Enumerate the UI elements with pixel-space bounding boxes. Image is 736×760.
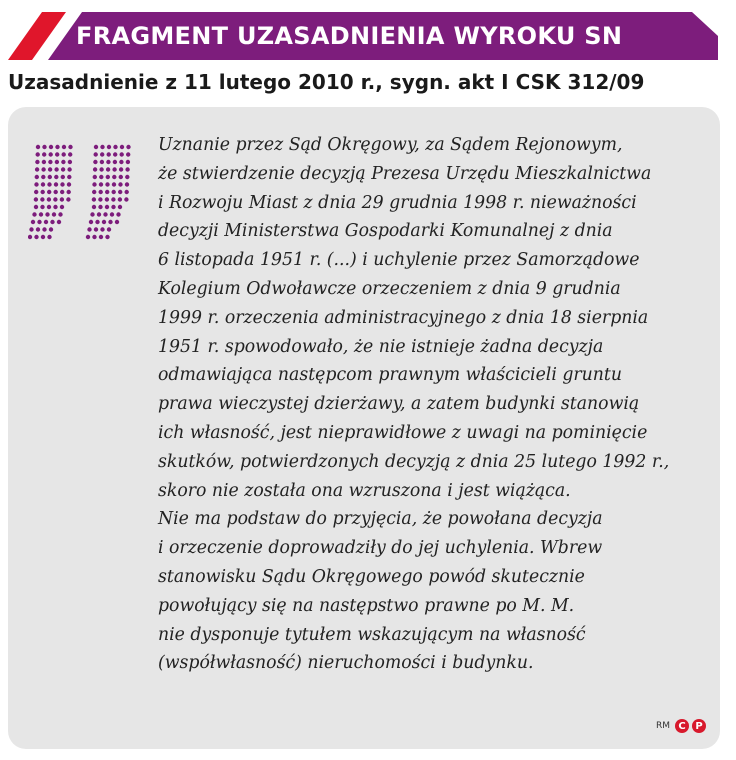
quote-line: powołujący się na następstwo prawne po M. M.	[158, 595, 575, 616]
quote-line: skoro nie została ona wzruszona i jest wiążąca.	[158, 480, 571, 501]
banner-title: FRAGMENT UZASADNIENIA WYROKU SN	[76, 22, 623, 50]
credit-logo-p: P	[692, 719, 706, 733]
quote-line: i Rozwoju Miast z dnia 29 grudnia 1998 r. nieważności	[158, 192, 637, 213]
quote-line: skutków, potwierdzonych decyzją z dnia 25 lutego 1992 r.,	[158, 451, 670, 472]
quote-line: odmawiająca następcom prawnym właścicieli gruntu	[158, 365, 623, 386]
quote-line: 1951 r. spowodowało, że nie istnieje żadna decyzja	[158, 336, 604, 357]
quote-line: 1999 r. orzeczenia administracyjnego z dnia 18 sierpnia	[158, 307, 649, 328]
quote-line: decyzji Ministerstwa Gospodarki Komunalnej z dnia	[158, 221, 613, 242]
quote-box	[8, 107, 720, 749]
quote-line: Uznanie przez Sąd Okręgowy, za Sądem Rejonowym,	[158, 135, 623, 155]
quote-line: ich własność, jest nieprawidłowe z uwagi na pominięcie	[158, 422, 648, 443]
quotation-mark-icon	[28, 141, 144, 245]
credit-logo-c: C	[675, 719, 689, 733]
quote-line: i orzeczenie doprowadziły do jej uchylenia. Wbrew	[158, 538, 603, 559]
credit	[656, 719, 706, 733]
quote-line: (współwłasność) nieruchomości i budynku.	[158, 653, 534, 674]
credit-text: RM	[655, 721, 670, 731]
header-banner	[8, 12, 718, 60]
quote-line: nie dysponuje tytułem wskazującym na własność	[158, 624, 586, 645]
case-reference: Uzasadnienie z 11 lutego 2010 r., sygn. akt I CSK 312/09	[8, 70, 645, 94]
quote-line: że stwierdzenie decyzją Prezesa Urzędu Mieszkalnictwa	[158, 163, 652, 184]
quote-line: Nie ma podstaw do przyjęcia, że powołana decyzja	[158, 509, 603, 530]
quote-line: prawa wieczystej dzierżawy, a zatem budynki stanowią	[158, 394, 640, 415]
quote-line: Kolegium Odwoławcze orzeczeniem z dnia 9 grudnia	[158, 278, 621, 299]
quote-line: 6 listopada 1951 r. (...) i uchylenie przez Samorządowe	[158, 250, 640, 271]
quote-text	[158, 131, 718, 678]
quote-line: stanowisku Sądu Okręgowego powód skutecznie	[158, 566, 585, 587]
